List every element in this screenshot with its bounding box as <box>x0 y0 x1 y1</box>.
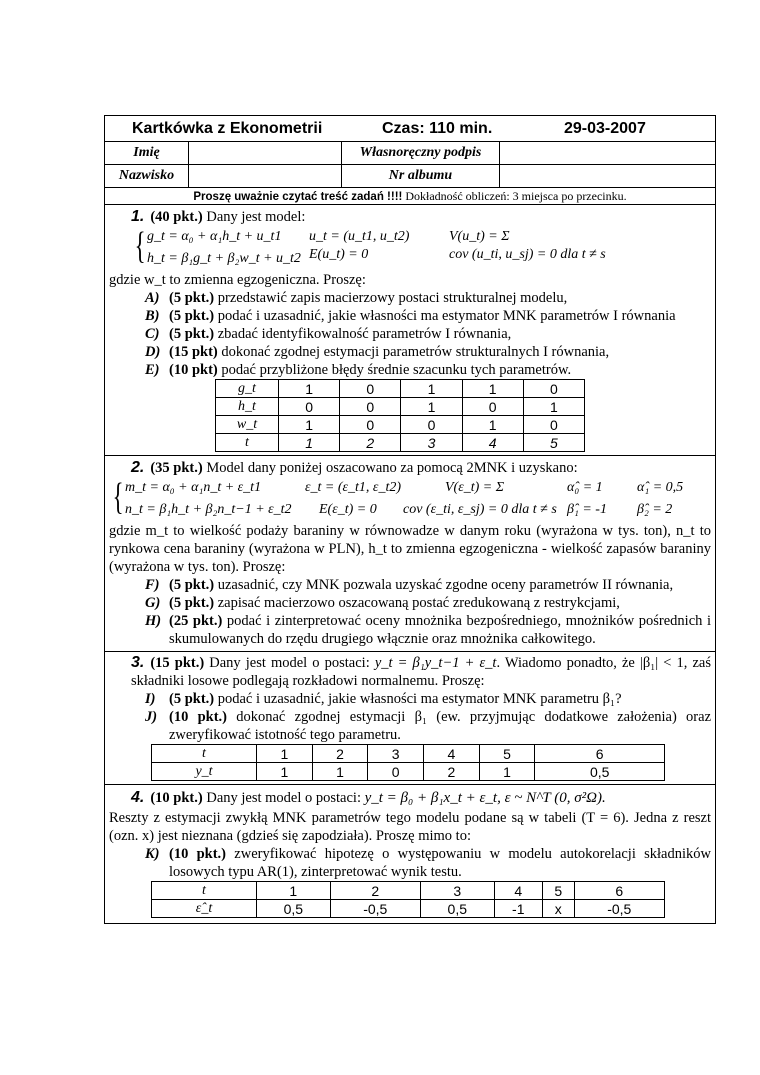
table-row-header: ε̂_t <box>152 900 257 918</box>
q1-points: (40 pkt.) <box>150 209 203 225</box>
q2-task-h <box>145 612 711 648</box>
table-cell: 0,5 <box>257 900 331 918</box>
task-points: (5 pkt.) <box>169 308 215 324</box>
task-body: podać przybliżone błędy średnie szacunku tych parametrów. <box>217 362 572 378</box>
q1-after: gdzie w_t to zmienna egzogeniczna. Proszę: <box>109 272 366 288</box>
table-row <box>216 416 585 434</box>
table-cell: 5 <box>523 434 584 452</box>
surname-row <box>105 165 715 188</box>
task-body: uzasadnić, czy MNK pozwala uzyskać zgodne oceny parametrów II równania, <box>214 577 674 593</box>
q1-equations <box>109 227 711 271</box>
q3-intro2: . Wiadomo ponadto, że |β₁| < 1, zaś składniki losowe podlegają rozkładowi normalnemu. Proszę: <box>131 655 711 689</box>
q4-points: (10 pkt.) <box>150 790 203 806</box>
quiz-title: Kartkówka z Ekonometrii <box>132 119 323 137</box>
task-label: K) <box>145 846 160 862</box>
table-row <box>216 434 585 452</box>
table-cell: 1 <box>257 763 313 781</box>
q1-task-c <box>145 325 711 343</box>
task-label: A) <box>145 290 160 306</box>
task-label: B) <box>145 308 160 324</box>
table-cell: 1 <box>257 745 313 763</box>
q2-intro: Model dany poniżej oszacowano za pomocą 2MNK i uzyskano: <box>202 460 578 476</box>
table-row <box>152 763 665 781</box>
table-row-header: w_t <box>216 416 279 434</box>
q1-number: 1. <box>131 208 145 225</box>
task-text <box>169 612 711 648</box>
table-cell: 0,5 <box>420 900 494 918</box>
instructions-bold: Proszę uważnie czytać treść zadań !!!! <box>193 191 403 203</box>
q2-eq-m: m_t = α₀ + α₁n_t + ε_t1 <box>125 480 262 495</box>
table-cell: 0 <box>279 398 340 416</box>
task-text <box>169 576 711 594</box>
task-body: zapisać macierzowo oszacowaną postać zredukowaną z restrykcjami, <box>214 595 620 611</box>
q3-data-table <box>151 744 665 781</box>
q3-eq: y_t = β₁y_t−1 + ε_t <box>374 655 497 671</box>
table-cell: 3 <box>368 745 424 763</box>
q4-intro: Dany jest model o postaci: <box>202 790 365 806</box>
task-body: przedstawić zapis macierzowy postaci strukturalnej modelu, <box>214 290 568 306</box>
task-points: (5 pkt.) <box>169 577 215 593</box>
q2-eq-v: V(ε_t) = Σ <box>445 480 505 495</box>
task-text <box>169 708 711 744</box>
task-points: (10 pkt) <box>169 362 218 378</box>
q2-eq-cov: cov (ε_ti, ε_sj) = 0 dla t ≠ s <box>403 502 557 517</box>
q1-brace: { <box>134 225 146 267</box>
task-text <box>169 325 711 343</box>
q1-data-table <box>215 379 585 452</box>
table-cell: 3 <box>420 882 494 900</box>
task-label: C) <box>145 326 160 342</box>
table-row <box>152 900 665 918</box>
task-points: (5 pkt.) <box>169 290 215 306</box>
table-row-header: h_t <box>216 398 279 416</box>
quiz-header <box>105 116 715 142</box>
q1-eq-g: g_t = α₀ + α₁h_t + u_t1 <box>147 229 282 244</box>
q1-eq-u: u_t = (u_t1, u_t2) <box>309 229 410 244</box>
table-cell: 2 <box>312 745 368 763</box>
table-cell: 1 <box>257 882 331 900</box>
question-2 <box>105 456 715 652</box>
task-label: F) <box>145 577 160 593</box>
quiz-sheet <box>104 115 716 924</box>
task-label: G) <box>145 595 161 611</box>
table-cell: 5 <box>542 882 574 900</box>
table-cell: 1 <box>312 763 368 781</box>
table-row <box>216 380 585 398</box>
q2-eq-e: E(ε_t) = 0 <box>319 502 377 517</box>
q4-para: Reszty z estymacji zwykłą MNK parametrów tego modelu podane są w tabeli (T = 6). Jedna z reszt (ozn. x) jest nieznana (gdzieś się zapodziała). Proszę mimo to: <box>109 810 711 844</box>
table-cell: 0,5 <box>535 763 665 781</box>
q3-title <box>131 654 711 690</box>
name-field[interactable] <box>189 142 342 164</box>
q3-points: (15 pkt.) <box>150 655 205 671</box>
table-cell: 4 <box>462 434 523 452</box>
table-cell: 2 <box>424 763 480 781</box>
task-body: dokonać zgodnej estymacji parametrów strukturalnych I równania, <box>217 344 610 360</box>
surname-label: Nazwisko <box>105 165 189 187</box>
album-label: Nr albumu <box>342 165 500 187</box>
table-cell: 2 <box>340 434 401 452</box>
quiz-date: 29-03-2007 <box>564 119 646 137</box>
task-points: (10 pkt.) <box>169 709 227 725</box>
table-cell: 0 <box>523 380 584 398</box>
q2-para: gdzie m_t to wielkość podaży baraniny w równowadze w danym roku (wyrażona w tys. ton), n_t to rynkowa cena baraniny (wyrażona w PLN), h_t to zmienna egzogeniczna - wielkość zapasów baraniny (wyrażona w tys. ton). Proszę: <box>109 523 711 575</box>
q1-task-a <box>145 289 711 307</box>
surname-field[interactable] <box>189 165 342 187</box>
table-cell: 0 <box>340 398 401 416</box>
task-text <box>169 690 711 708</box>
name-label: Imię <box>105 142 189 164</box>
table-cell: 1 <box>479 763 535 781</box>
table-cell: 6 <box>535 745 665 763</box>
table-cell: x <box>542 900 574 918</box>
task-points: (15 pkt) <box>169 344 218 360</box>
instructions-rest: Dokładność obliczeń: 3 miejsca po przecinku. <box>402 189 627 203</box>
q1-eq-eu: E(u_t) = 0 <box>309 247 369 262</box>
q2-est-alpha0: α̂₀ = 1 <box>567 480 603 495</box>
table-cell: 0 <box>462 398 523 416</box>
table-row <box>152 882 665 900</box>
q2-task-g <box>145 594 711 612</box>
table-row-header: t <box>152 882 257 900</box>
table-cell: 1 <box>401 380 462 398</box>
table-cell: 0 <box>340 380 401 398</box>
table-cell: 0 <box>340 416 401 434</box>
table-cell: 1 <box>279 434 340 452</box>
q1-task-e <box>145 361 711 379</box>
q3-number: 3. <box>131 654 145 671</box>
album-field[interactable] <box>500 165 715 187</box>
task-label: H) <box>145 613 162 629</box>
table-cell: 0 <box>368 763 424 781</box>
task-points: (10 pkt.) <box>169 846 227 862</box>
table-cell: 3 <box>401 434 462 452</box>
task-text <box>169 594 711 612</box>
task-label: E) <box>145 362 160 378</box>
q2-equations <box>109 478 711 522</box>
q2-est-alpha1: α̂₁ = 0,5 <box>637 480 684 495</box>
q2-eq-eps: ε_t = (ε_t1, ε_t2) <box>305 480 401 495</box>
task-points: (25 pkt.) <box>169 613 223 629</box>
question-4 <box>105 785 715 923</box>
task-text <box>169 289 711 307</box>
q4-data-table <box>151 881 665 918</box>
q1-task-d <box>145 343 711 361</box>
task-label: I) <box>145 691 156 707</box>
q4-eq: y_t = β₀ + β₁x_t + ε_t, ε ~ N^T (0, σ²Ω). <box>364 790 606 806</box>
table-cell: 5 <box>479 745 535 763</box>
task-label: D) <box>145 344 161 360</box>
task-label: J) <box>145 709 158 725</box>
table-cell: 0 <box>523 416 584 434</box>
table-cell: 1 <box>279 416 340 434</box>
q1-eq-h: h_t = β₁g_t + β₂w_t + u_t2 <box>147 251 301 266</box>
table-row-header: g_t <box>216 380 279 398</box>
task-body: podać i zinterpretować oceny mnożnika bezpośredniego, mnożników pośrednich i skumulowanych do rzędu drugiego włącznie oraz mnożnika całkowitego. <box>169 613 711 647</box>
q1-eq-cov: cov (u_ti, u_sj) = 0 dla t ≠ s <box>449 247 606 262</box>
q2-number: 2. <box>131 459 145 476</box>
table-cell: 6 <box>574 882 664 900</box>
question-3 <box>105 652 715 785</box>
q1-task-list <box>145 289 711 379</box>
signature-label: Własnoręczny podpis <box>342 142 500 164</box>
table-row-header: t <box>152 745 257 763</box>
table-row <box>152 745 665 763</box>
q4-number: 4. <box>131 789 145 806</box>
table-row <box>216 398 585 416</box>
table-cell: -1 <box>494 900 542 918</box>
task-body: podać i uzasadnić, jakie własności ma estymator MNK parametrów I równania <box>214 308 676 324</box>
q1-task-b <box>145 307 711 325</box>
table-row-header: y_t <box>152 763 257 781</box>
q4-task-k <box>145 845 711 881</box>
task-text <box>169 307 711 325</box>
table-cell: 1 <box>462 416 523 434</box>
table-row-header: t <box>216 434 279 452</box>
instructions <box>105 188 715 205</box>
q2-est-beta1: β̂₁ = -1 <box>567 502 607 517</box>
table-cell: 1 <box>462 380 523 398</box>
table-cell: 1 <box>401 398 462 416</box>
table-cell: 1 <box>279 380 340 398</box>
q4-title <box>131 787 711 809</box>
signature-field[interactable] <box>500 142 715 164</box>
task-body: podać i uzasadnić, jakie własności ma estymator MNK parametru β₁? <box>214 691 622 707</box>
table-cell: -0,5 <box>574 900 664 918</box>
task-body: zbadać identyfikowalność parametrów I równania, <box>214 326 512 342</box>
q2-task-f <box>145 576 711 594</box>
table-cell: 0 <box>401 416 462 434</box>
q1-eq-v: V(u_t) = Σ <box>449 229 510 244</box>
task-text <box>169 361 711 379</box>
q1-title <box>131 207 711 227</box>
name-row <box>105 142 715 165</box>
q3-task-list <box>145 690 711 744</box>
table-cell: 4 <box>424 745 480 763</box>
q2-est-beta2: β̂₂ = 2 <box>637 502 673 517</box>
q3-intro: Dany jest model o postaci: <box>204 655 375 671</box>
quiz-duration: Czas: 110 min. <box>382 119 493 137</box>
q3-task-i <box>145 690 711 708</box>
task-points: (5 pkt.) <box>169 595 215 611</box>
task-text <box>169 845 711 881</box>
q2-eq-n: n_t = β₁h_t + β₂n_t−1 + ε_t2 <box>125 502 292 517</box>
q2-title <box>131 458 711 478</box>
task-body: zweryfikować hipotezę o występowaniu w modelu autokorelacji składników losowych typu AR(1), zinterpretować wynik testu. <box>169 846 711 880</box>
task-points: (5 pkt.) <box>169 326 215 342</box>
task-text <box>169 343 711 361</box>
q2-task-list <box>145 576 711 648</box>
q4-task-list <box>145 845 711 881</box>
q1-intro: Dany jest model: <box>202 209 306 225</box>
question-1 <box>105 205 715 456</box>
task-body: dokonać zgodnej estymacji β₁ (ew. przyjmując dodatkowe założenia) oraz zweryfikować istotność tego parametru. <box>169 709 712 743</box>
q3-task-j <box>145 708 711 744</box>
table-cell: 2 <box>330 882 420 900</box>
table-cell: -0,5 <box>330 900 420 918</box>
task-points: (5 pkt.) <box>169 691 215 707</box>
q2-points: (35 pkt.) <box>150 460 203 476</box>
table-cell: 1 <box>523 398 584 416</box>
q2-brace: { <box>112 476 124 518</box>
table-cell: 4 <box>494 882 542 900</box>
